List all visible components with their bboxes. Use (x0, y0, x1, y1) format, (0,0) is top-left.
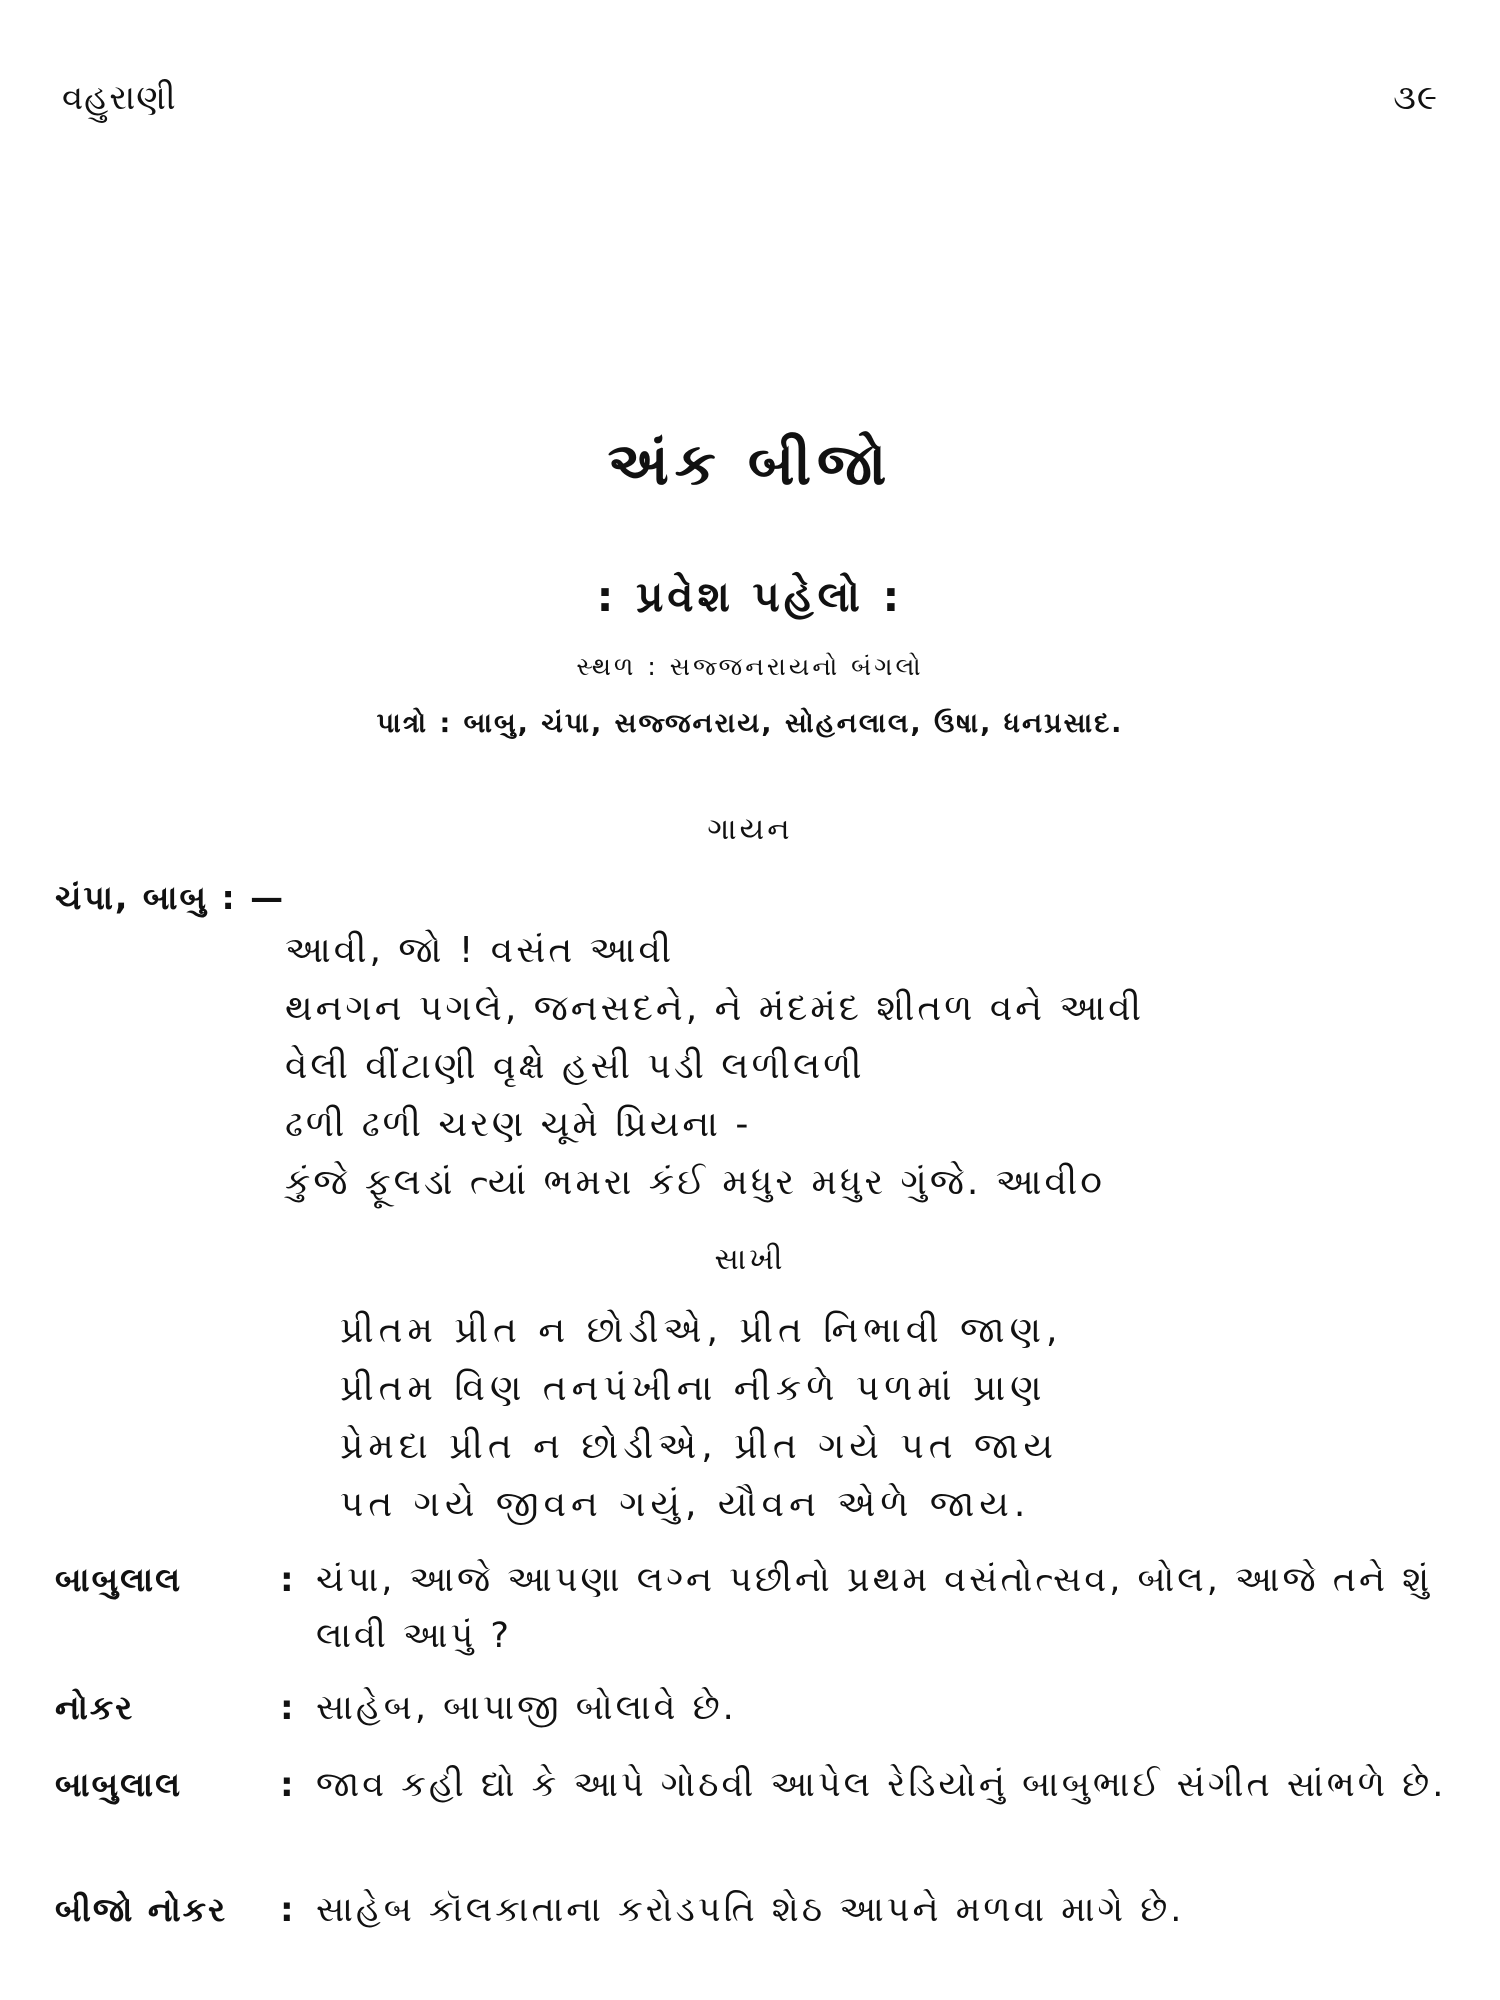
scene-title: : પ્રવેશ પહેલો : (596, 572, 904, 621)
song-line: આવી, જો ! વસંત આવી (285, 930, 675, 971)
song-heading: ગાયન (707, 812, 793, 847)
song-line: ઢળી ઢળી ચરણ ચૂમે પ્રિયના - (285, 1104, 752, 1145)
dialogue-entry (55, 1765, 1475, 1813)
song-singers: ચંપા, બાબુ : — (55, 878, 286, 917)
scene-setting: સ્થળ : સજ્જનરાયનો બંગલો (576, 652, 924, 681)
couplet-line: પ્રેમદા પ્રીત ન છોડીએ, પ્રીત ગયે પત જાય (340, 1426, 1058, 1467)
sakhi-heading: સાખી (714, 1242, 786, 1277)
character-list: પાત્રો : બાબુ, ચંપા, સજ્જનરાય, સોહનલાલ, ઉષા, ધનપ્રસાદ. (376, 708, 1124, 739)
page-number: ૩૯ (1393, 78, 1438, 118)
dialogue-text: ચંપા, આજે આપણા લગ્ન પછીનો પ્રથમ વસંતોત્સવ, બોલ, આજે તને શું લાવી આપું ? (316, 1560, 1433, 1656)
act-title: અંક બીજો (607, 430, 893, 498)
sakhi-couplet (340, 1310, 1062, 1542)
running-title: વહુરાણી (62, 78, 177, 118)
song-line: કુંજે ફૂલડાં ત્યાં ભમરા કંઈ મધુર મધુર ગુંજે. આવી૦ (285, 1162, 1105, 1203)
couplet-line: પ્રીતમ વિણ તનપંખીના નીકળે પળમાં પ્રાણ (340, 1368, 1047, 1409)
dialogue-speaker: નોકર (55, 1688, 135, 1727)
song-lyrics (285, 930, 1144, 1220)
dialogue-entry (55, 1560, 1475, 1664)
couplet-line: પત ગયે જીવન ગયું, યૌવન એળે જાય. (340, 1484, 1031, 1525)
dialogue-colon: : (280, 1560, 294, 1600)
dialogue-entry (55, 1688, 1475, 1736)
dialogue-text: સાહેબ કૉલકાતાના કરોડપતિ શેઠ આપને મળવા માગે છે. (316, 1890, 1185, 1930)
dialogue-speaker: બાબુલાલ (55, 1765, 183, 1804)
song-line: થનગન પગલે, જનસદને, ને મંદમંદ શીતળ વને આવી (285, 988, 1145, 1029)
couplet-line: પ્રીતમ પ્રીત ન છોડીએ, પ્રીત નિભાવી જાણ, (340, 1310, 1063, 1351)
dialogue-speaker: બીજો નોકર (55, 1890, 228, 1929)
dialogue-entry (55, 1890, 1475, 1938)
song-line: વેલી વીંટાણી વૃક્ષે હસી પડી લળીલળી (285, 1046, 865, 1087)
dialogue-colon: : (280, 1688, 294, 1728)
dialogue-colon: : (280, 1765, 294, 1805)
dialogue-colon: : (280, 1890, 294, 1930)
dialogue-text: જાવ કહી દ્યો કે આપે ગોઠવી આપેલ રેડિયોનું બાબુભાઈ સંગીત સાંભળે છે. (316, 1765, 1447, 1805)
dialogue-speaker: બાબુલાલ (55, 1560, 183, 1599)
dialogue-text: સાહેબ, બાપાજી બોલાવે છે. (316, 1688, 737, 1728)
